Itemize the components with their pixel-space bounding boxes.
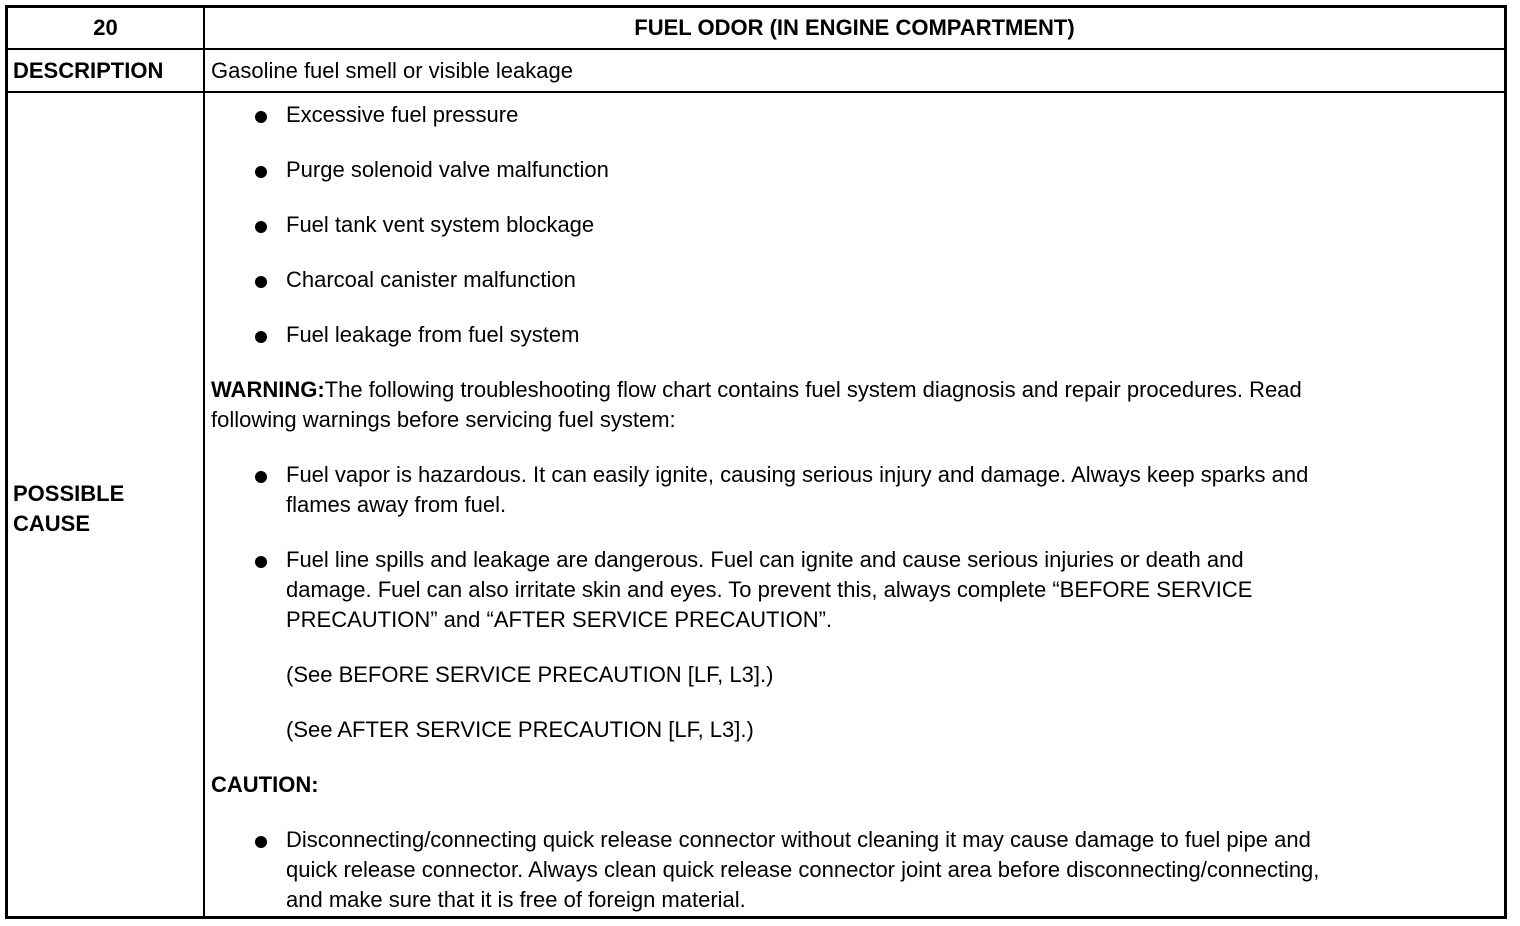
possible-cause-label-cell bbox=[8, 93, 205, 916]
warning-item-2-line1: Fuel line spills and leakage are dangerous. Fuel can ignite and cause serious injuries or death and bbox=[286, 547, 1244, 572]
warning-item-1-line1: Fuel vapor is hazardous. It can easily ignite, causing serious injury and damage. Always keep sparks and bbox=[286, 462, 1309, 487]
description-label: DESCRIPTION bbox=[13, 57, 164, 83]
warning-label: WARNING: bbox=[211, 377, 325, 402]
header-number-cell bbox=[8, 8, 205, 48]
description-text: Gasoline fuel smell or visible leakage bbox=[211, 57, 573, 83]
cause-item: Charcoal canister malfunction bbox=[286, 267, 576, 292]
bullet-icon bbox=[255, 556, 267, 568]
bullet-icon bbox=[255, 331, 267, 343]
bullet-icon bbox=[255, 276, 267, 288]
see-after-service-link[interactable]: (See AFTER SERVICE PRECAUTION [LF, L3].) bbox=[286, 717, 754, 742]
description-text-cell bbox=[205, 50, 1504, 91]
caution-item-line1: Disconnecting/connecting quick release connector without cleaning it may cause damage to fuel pipe and bbox=[286, 827, 1311, 852]
bullet-icon bbox=[255, 111, 267, 123]
warning-item-2-line2: damage. Fuel can also irritate skin and eyes. To prevent this, always complete “BEFORE SERVICE bbox=[286, 577, 1253, 602]
caution-item-line3: and make sure that it is free of foreign material. bbox=[286, 887, 746, 912]
step-title: FUEL ODOR (IN ENGINE COMPARTMENT) bbox=[634, 15, 1075, 40]
troubleshooting-table bbox=[5, 5, 1507, 919]
step-number: 20 bbox=[93, 15, 118, 40]
warning-text-line1: The following troubleshooting flow chart contains fuel system diagnosis and repair procedures. Read bbox=[324, 377, 1302, 402]
possible-cause-row bbox=[8, 93, 1504, 916]
bullet-icon bbox=[255, 221, 267, 233]
cause-item: Excessive fuel pressure bbox=[286, 102, 519, 127]
description-row bbox=[8, 50, 1504, 93]
warning-paragraph-line1 bbox=[211, 375, 1302, 405]
cause-item: Purge solenoid valve malfunction bbox=[286, 157, 609, 182]
warning-text-line2: following warnings before servicing fuel system: bbox=[211, 407, 676, 432]
description-label-cell bbox=[8, 50, 205, 91]
header-title-cell bbox=[205, 8, 1504, 48]
possible-cause-label bbox=[13, 479, 193, 539]
warning-item-2-line3: PRECAUTION” and “AFTER SERVICE PRECAUTION”. bbox=[286, 607, 833, 632]
bullet-icon bbox=[255, 471, 267, 483]
header-row bbox=[8, 8, 1504, 50]
caution-item-line2: quick release connector. Always clean quick release connector joint area before disconnecting/connecting, bbox=[286, 857, 1320, 882]
possible-cause-label-line2: CAUSE bbox=[13, 511, 91, 536]
bullet-icon bbox=[255, 166, 267, 178]
cause-item: Fuel tank vent system blockage bbox=[286, 212, 595, 237]
bullet-icon bbox=[255, 836, 267, 848]
cause-item: Fuel leakage from fuel system bbox=[286, 322, 580, 347]
possible-cause-label-line1: POSSIBLE bbox=[13, 481, 125, 506]
possible-cause-content-cell bbox=[205, 93, 1504, 916]
caution-label: CAUTION: bbox=[211, 772, 319, 797]
warning-item-1-line2: flames away from fuel. bbox=[286, 492, 507, 517]
see-before-service-link[interactable]: (See BEFORE SERVICE PRECAUTION [LF, L3].) bbox=[286, 662, 774, 687]
